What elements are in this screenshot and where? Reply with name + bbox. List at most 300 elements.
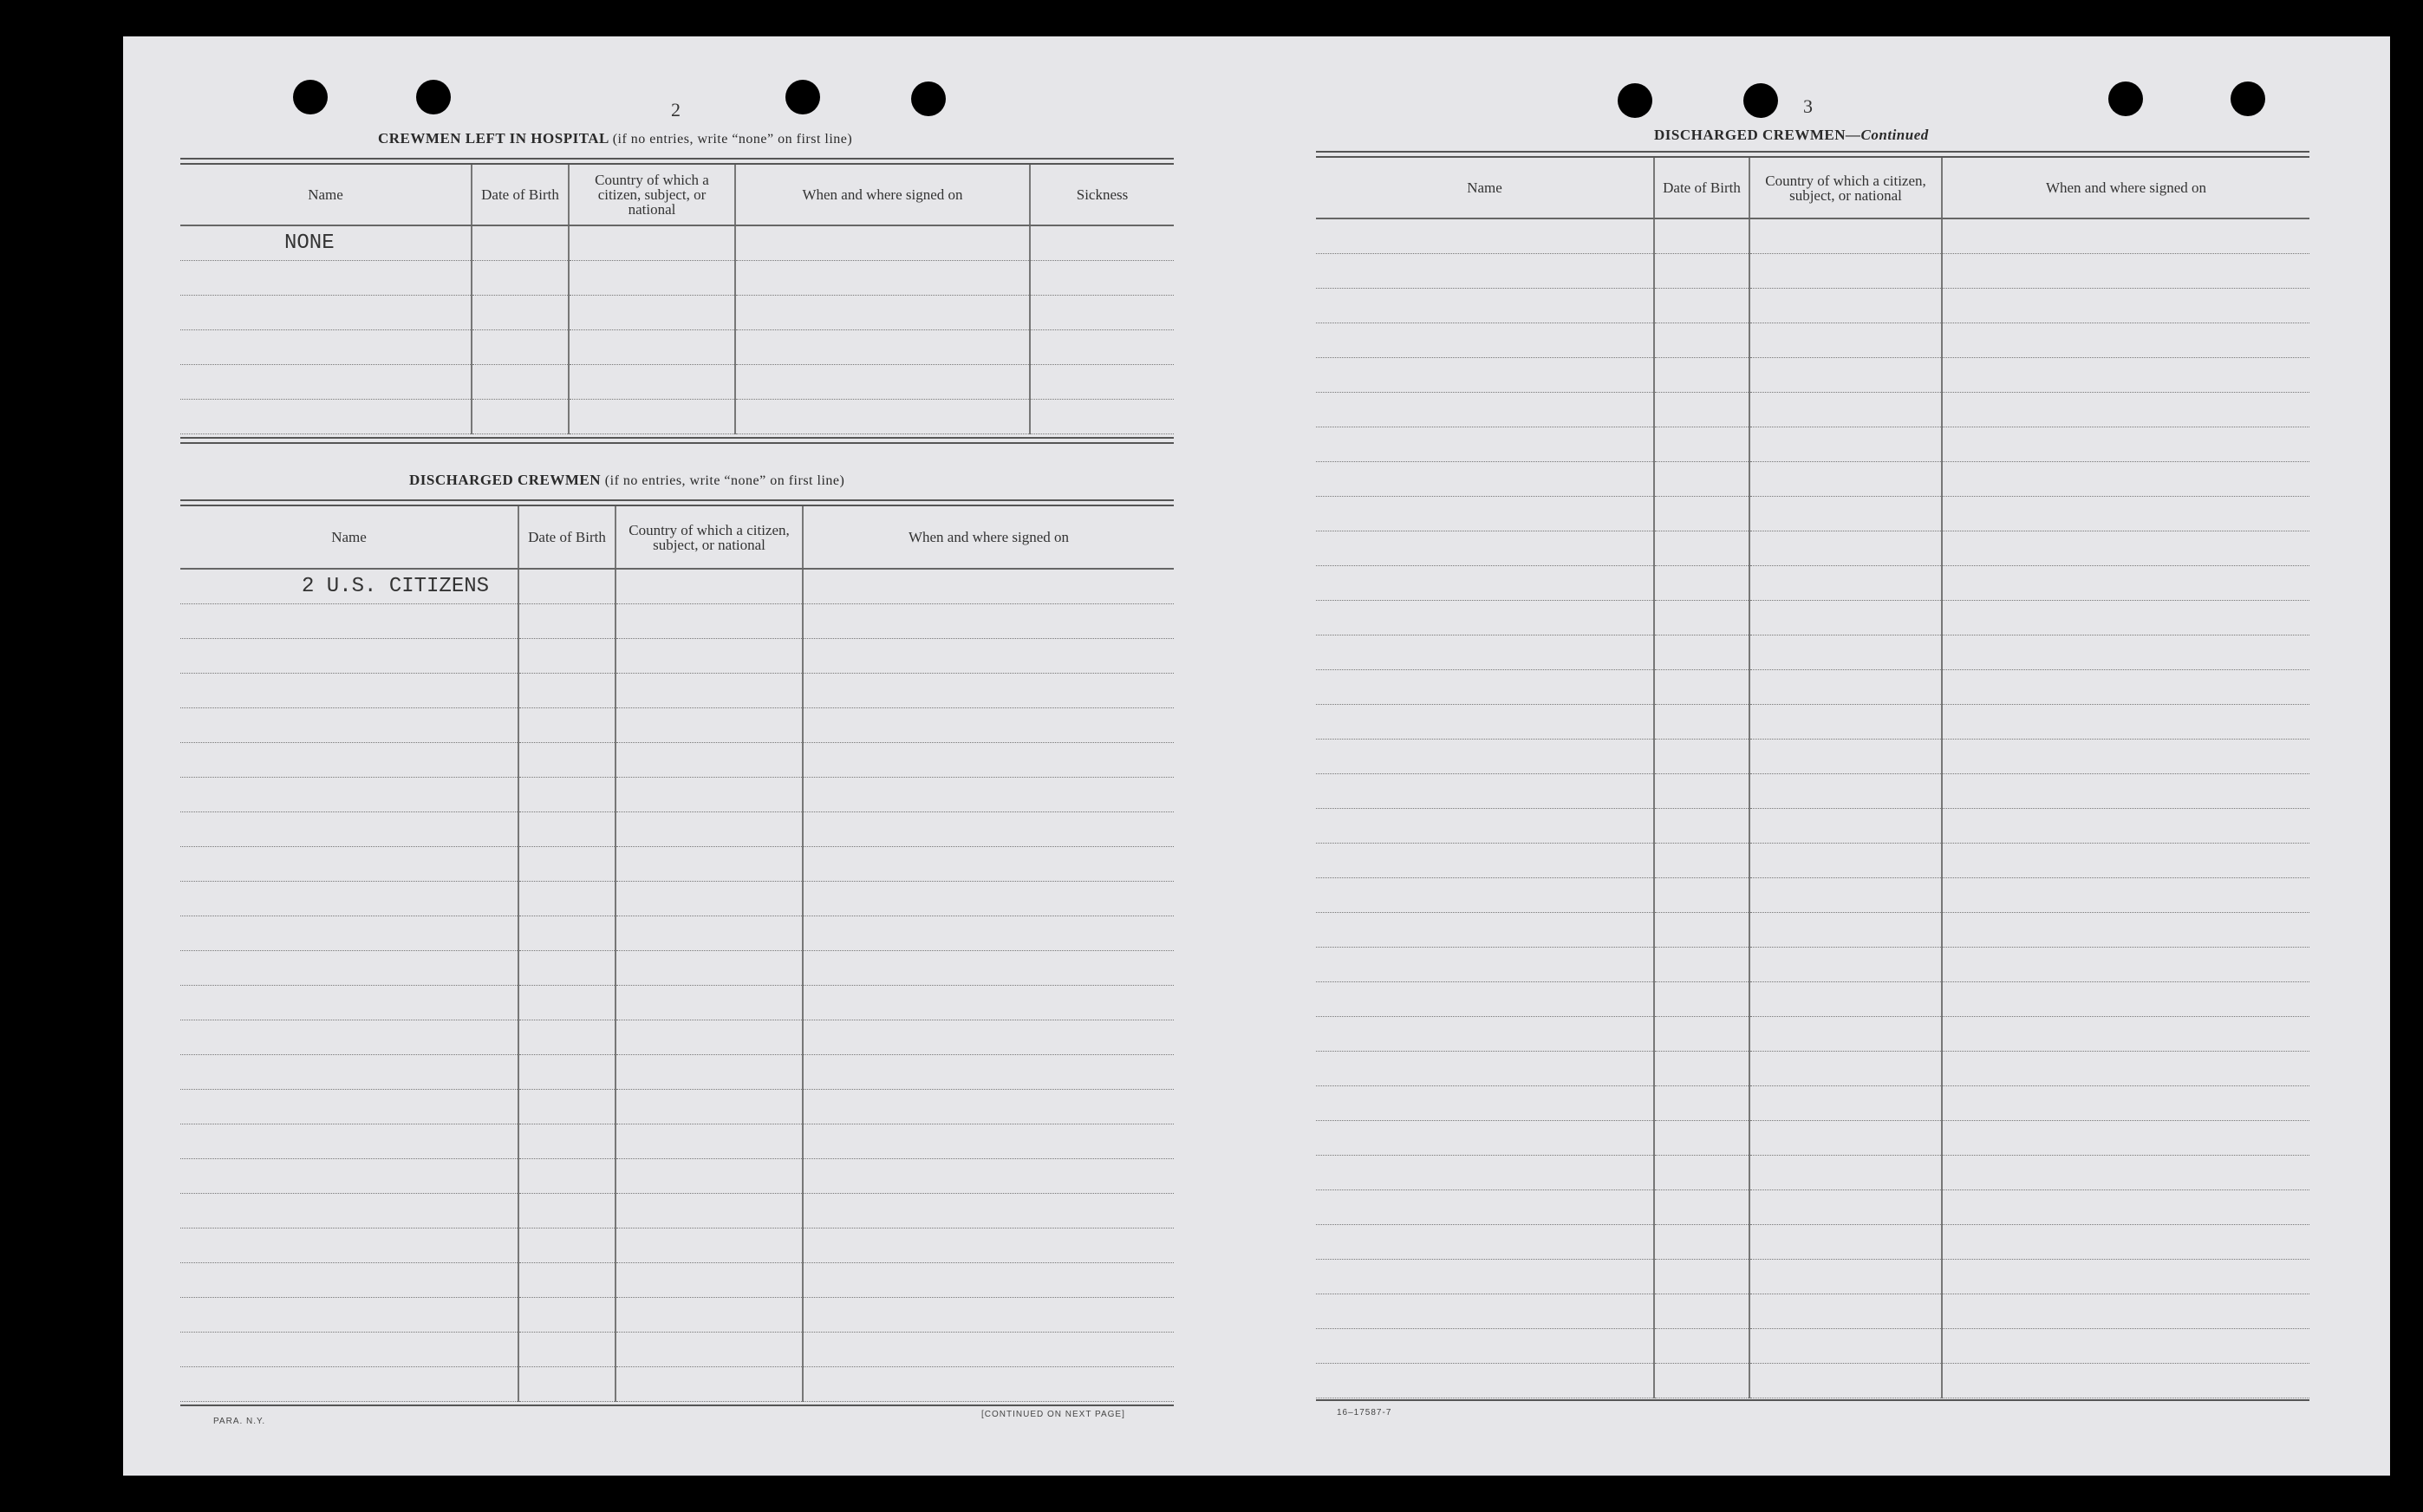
table-cell [1316,392,1654,427]
table-cell [518,1228,616,1262]
table-row [180,1332,1174,1366]
table-row [1316,531,2309,565]
table-cell [180,295,472,329]
table-cell [616,916,803,950]
hospital-title-text: CREWMEN LEFT IN HOSPITAL [378,130,609,147]
left-page-bottom-rule [180,1404,1174,1406]
table-cell [472,399,569,433]
table-cell [803,985,1174,1020]
table-row [1316,1155,2309,1189]
table-cell [1654,843,1749,877]
discharged-table [180,506,1174,1402]
table-cell [1030,225,1174,260]
table-cell [518,1089,616,1124]
table-cell [803,1020,1174,1054]
table-cell [803,1332,1174,1366]
table-cell [735,225,1030,260]
table-cell [180,1054,518,1089]
table-row [1316,1016,2309,1051]
table-row [1316,392,2309,427]
table-cell [180,1228,518,1262]
table-cell [1942,1363,2309,1398]
table-cell [1749,877,1942,912]
table-cell [803,638,1174,673]
table-cell [518,1020,616,1054]
table-cell [1749,357,1942,392]
table-cell [1942,947,2309,981]
table-cell [616,846,803,881]
table-row [180,777,1174,811]
table-row [1316,1189,2309,1224]
table-cell [803,1158,1174,1193]
table-row [180,295,1174,329]
table-cell [180,569,518,603]
punch-hole [785,80,820,114]
table-cell [1942,565,2309,600]
table-row [180,742,1174,777]
table-cell [1749,981,1942,1016]
table-row [1316,981,2309,1016]
table-cell [1030,295,1174,329]
table-row [1316,427,2309,461]
table-cell [1654,218,1749,253]
hospital-table [180,165,1174,434]
table-cell [1749,531,1942,565]
table-row [1316,1363,2309,1398]
table-cell [1316,1085,1654,1120]
table-cell [1030,364,1174,399]
table-cell [616,603,803,638]
table-cell [518,985,616,1020]
table-cell [1749,1155,1942,1189]
punch-hole [2108,81,2143,116]
hospital-top-rule [180,158,1174,165]
table-cell [1942,1294,2309,1328]
table-cell [616,1193,803,1228]
discharged-section-title [409,472,844,489]
table-cell [1316,1120,1654,1155]
table-cell [1749,496,1942,531]
table-cell [1316,912,1654,947]
table-cell [1654,739,1749,773]
table-cell [180,603,518,638]
table-cell [180,1193,518,1228]
table-cell [569,295,735,329]
table-cell [1654,496,1749,531]
table-cell [180,742,518,777]
table-cell [1654,288,1749,323]
punch-hole [911,81,946,116]
table-cell [1654,392,1749,427]
table-cell [1749,1085,1942,1120]
table-cell [180,260,472,295]
table-cell [1942,1328,2309,1363]
table-cell [1942,739,2309,773]
discharged-continued-title [1654,127,1929,144]
table-cell [1316,635,1654,669]
table-row [1316,496,2309,531]
table-cell [518,1262,616,1297]
table-cell [616,569,803,603]
table-cell [616,707,803,742]
table-cell [1749,843,1942,877]
table-cell [1942,1259,2309,1294]
table-row [180,811,1174,846]
table-cell [1749,912,1942,947]
table-cell [1942,218,2309,253]
table-cell [1749,635,1942,669]
table-cell [1316,253,1654,288]
table-cell [518,1054,616,1089]
table-cell [518,777,616,811]
table-cell [1749,253,1942,288]
table-cell [180,1158,518,1193]
table-cell [1942,531,2309,565]
table-row [180,1262,1174,1297]
table-cell [518,1193,616,1228]
table-cell [803,1193,1174,1228]
table-cell [1749,1189,1942,1224]
table-cell [1749,323,1942,357]
table-cell [180,950,518,985]
table-cell [472,260,569,295]
table-cell [616,777,803,811]
right-top-rule [1316,151,2309,158]
table-cell [803,1124,1174,1158]
table-cell [616,1297,803,1332]
table-cell [1749,218,1942,253]
table-cell [1749,1328,1942,1363]
table-row [180,707,1174,742]
table-row [180,985,1174,1020]
table-cell [180,881,518,916]
discharged-top-rule [180,499,1174,506]
table-cell [616,1054,803,1089]
table-row [180,1020,1174,1054]
table-cell [1749,565,1942,600]
table-row [1316,1294,2309,1328]
table-cell [1749,947,1942,981]
column-header: Name [180,165,472,225]
table-cell [803,569,1174,603]
table-row [180,569,1174,603]
table-cell [803,1089,1174,1124]
table-row [1316,843,2309,877]
table-cell [1942,808,2309,843]
table-cell [1654,981,1749,1016]
table-cell [616,1089,803,1124]
table-cell [1316,1259,1654,1294]
table-cell [1316,877,1654,912]
table-cell [180,1332,518,1366]
table-row [1316,1051,2309,1085]
table-row [1316,253,2309,288]
table-cell [1654,704,1749,739]
table-row [180,225,1174,260]
table-cell [472,225,569,260]
table-cell [1316,773,1654,808]
column-header: Sickness [1030,165,1174,225]
hospital-title-note: (if no entries, write “none” on first line) [612,132,853,147]
table-row [1316,461,2309,496]
table-cell [1942,635,2309,669]
table-row [1316,1328,2309,1363]
table-cell [1942,288,2309,323]
table-row [1316,1224,2309,1259]
table-cell [1654,1363,1749,1398]
table-cell [1749,739,1942,773]
table-cell [180,329,472,364]
hospital-section-title [378,130,852,147]
table-cell [518,1366,616,1401]
table-row [1316,877,2309,912]
table-cell [1316,981,1654,1016]
table-cell [1654,1294,1749,1328]
table-cell [1316,808,1654,843]
table-cell [616,811,803,846]
table-row [1316,1120,2309,1155]
table-cell [1749,288,1942,323]
table-cell [1030,399,1174,433]
table-cell [1654,1051,1749,1085]
table-cell [803,1262,1174,1297]
table-cell [1654,1224,1749,1259]
table-cell [1316,427,1654,461]
column-header: When and where signed on [803,506,1174,569]
table-cell [803,1228,1174,1262]
table-cell [1942,427,2309,461]
table-cell [616,1262,803,1297]
table-cell [1654,808,1749,843]
page-number-left: 2 [671,99,681,121]
table-cell [180,399,472,433]
table-cell [180,1089,518,1124]
table-cell [1654,357,1749,392]
punch-hole [1743,83,1778,118]
table-cell [180,1020,518,1054]
column-header: Date of Birth [1654,158,1749,218]
table-cell [518,916,616,950]
table-cell [803,916,1174,950]
table-cell [1030,329,1174,364]
table-cell [569,225,735,260]
right-page-bottom-rule [1316,1399,2309,1401]
table-cell [616,742,803,777]
table-cell [1316,288,1654,323]
table-cell [1942,1155,2309,1189]
table-row [1316,773,2309,808]
table-cell [518,1124,616,1158]
table-cell [735,329,1030,364]
table-cell [1316,947,1654,981]
table-cell [518,707,616,742]
table-cell [1749,704,1942,739]
table-cell [569,399,735,433]
table-cell [472,364,569,399]
table-row [180,1297,1174,1332]
table-row [180,329,1174,364]
table-cell [735,260,1030,295]
table-row [180,673,1174,707]
column-header: Name [180,506,518,569]
page-number-right: 3 [1803,95,1813,117]
table-cell [1654,947,1749,981]
table-cell [1316,218,1654,253]
table-cell [1654,253,1749,288]
table-cell [518,569,616,603]
table-cell [1654,1155,1749,1189]
table-cell [1749,1363,1942,1398]
table-cell [616,881,803,916]
table-cell [569,329,735,364]
table-cell [1316,1016,1654,1051]
table-cell [616,1228,803,1262]
table-cell [180,1262,518,1297]
table-cell [1316,357,1654,392]
table-cell [1942,600,2309,635]
table-cell [803,603,1174,638]
table-cell [180,707,518,742]
table-cell [180,638,518,673]
table-cell [616,673,803,707]
table-cell [803,881,1174,916]
table-cell [803,1366,1174,1401]
table-cell [180,985,518,1020]
table-cell [1942,461,2309,496]
table-cell [616,1020,803,1054]
table-cell [1654,877,1749,912]
table-cell [1654,669,1749,704]
table-cell [1942,773,2309,808]
table-row [1316,357,2309,392]
column-header: Country of which a citizen, subject, or national [1749,158,1942,218]
table-cell [1316,1363,1654,1398]
table-row [1316,323,2309,357]
table-cell [1316,843,1654,877]
discharged-continued-title-text: DISCHARGED CREWMEN [1654,127,1847,143]
table-cell [1654,531,1749,565]
table-row [1316,1085,2309,1120]
table-cell [180,673,518,707]
table-row [1316,600,2309,635]
table-cell [518,881,616,916]
table-cell [616,950,803,985]
table-cell [1316,323,1654,357]
table-row [180,603,1174,638]
table-cell [803,950,1174,985]
table-cell [1316,496,1654,531]
table-cell [1942,981,2309,1016]
table-row [1316,669,2309,704]
table-cell [1942,323,2309,357]
table-cell [518,1332,616,1366]
discharged-continued-table [1316,158,2309,1398]
table-cell [1654,1259,1749,1294]
table-cell [1749,1016,1942,1051]
table-cell [803,1054,1174,1089]
table-cell [803,846,1174,881]
table-cell [803,673,1174,707]
table-row [1316,808,2309,843]
table-cell [1654,565,1749,600]
table-row [180,846,1174,881]
table-row [180,260,1174,295]
table-cell [616,1158,803,1193]
table-cell [1316,1155,1654,1189]
table-cell [1942,496,2309,531]
table-cell [1942,1224,2309,1259]
table-cell [472,329,569,364]
table-cell [1654,912,1749,947]
table-cell [1942,843,2309,877]
column-header: When and where signed on [735,165,1030,225]
table-cell [1749,1120,1942,1155]
punch-hole [1618,83,1652,118]
table-cell [1654,600,1749,635]
table-row [180,399,1174,433]
table-row [180,364,1174,399]
table-cell [1654,773,1749,808]
table-cell [1316,461,1654,496]
table-cell [180,777,518,811]
table-cell [1749,1224,1942,1259]
table-cell [1316,565,1654,600]
punch-hole [293,80,328,114]
table-cell [1316,1328,1654,1363]
table-row [1316,565,2309,600]
table-cell [1316,1294,1654,1328]
table-cell [569,364,735,399]
table-cell [803,707,1174,742]
table-row [1316,218,2309,253]
table-row [180,1158,1174,1193]
table-cell [1316,739,1654,773]
punch-hole [416,80,451,114]
table-row [1316,704,2309,739]
table-cell [1942,392,2309,427]
table-cell [180,811,518,846]
table-cell [1942,877,2309,912]
column-header: Country of which a citizen, subject, or national [569,165,735,225]
table-cell [518,846,616,881]
printer-mark: PARA. N.Y. [213,1417,266,1426]
table-cell [1942,912,2309,947]
table-cell [472,295,569,329]
table-cell [518,811,616,846]
table-cell [518,603,616,638]
table-cell [1316,531,1654,565]
table-cell [735,295,1030,329]
table-cell [1749,1259,1942,1294]
table-row [180,1124,1174,1158]
table-cell [180,225,472,260]
table-cell [1749,427,1942,461]
table-row [180,1193,1174,1228]
table-row [180,881,1174,916]
table-row [1316,739,2309,773]
table-cell [1749,461,1942,496]
table-cell [1749,392,1942,427]
typed-entry: 2 U.S. CITIZENS [302,574,490,598]
table-cell [616,638,803,673]
table-row [180,916,1174,950]
document-sheet [123,36,2390,1476]
table-cell [1942,1016,2309,1051]
table-cell [1942,704,2309,739]
table-cell [1654,1189,1749,1224]
table-cell [1942,1085,2309,1120]
hospital-bottom-rule [180,437,1174,444]
